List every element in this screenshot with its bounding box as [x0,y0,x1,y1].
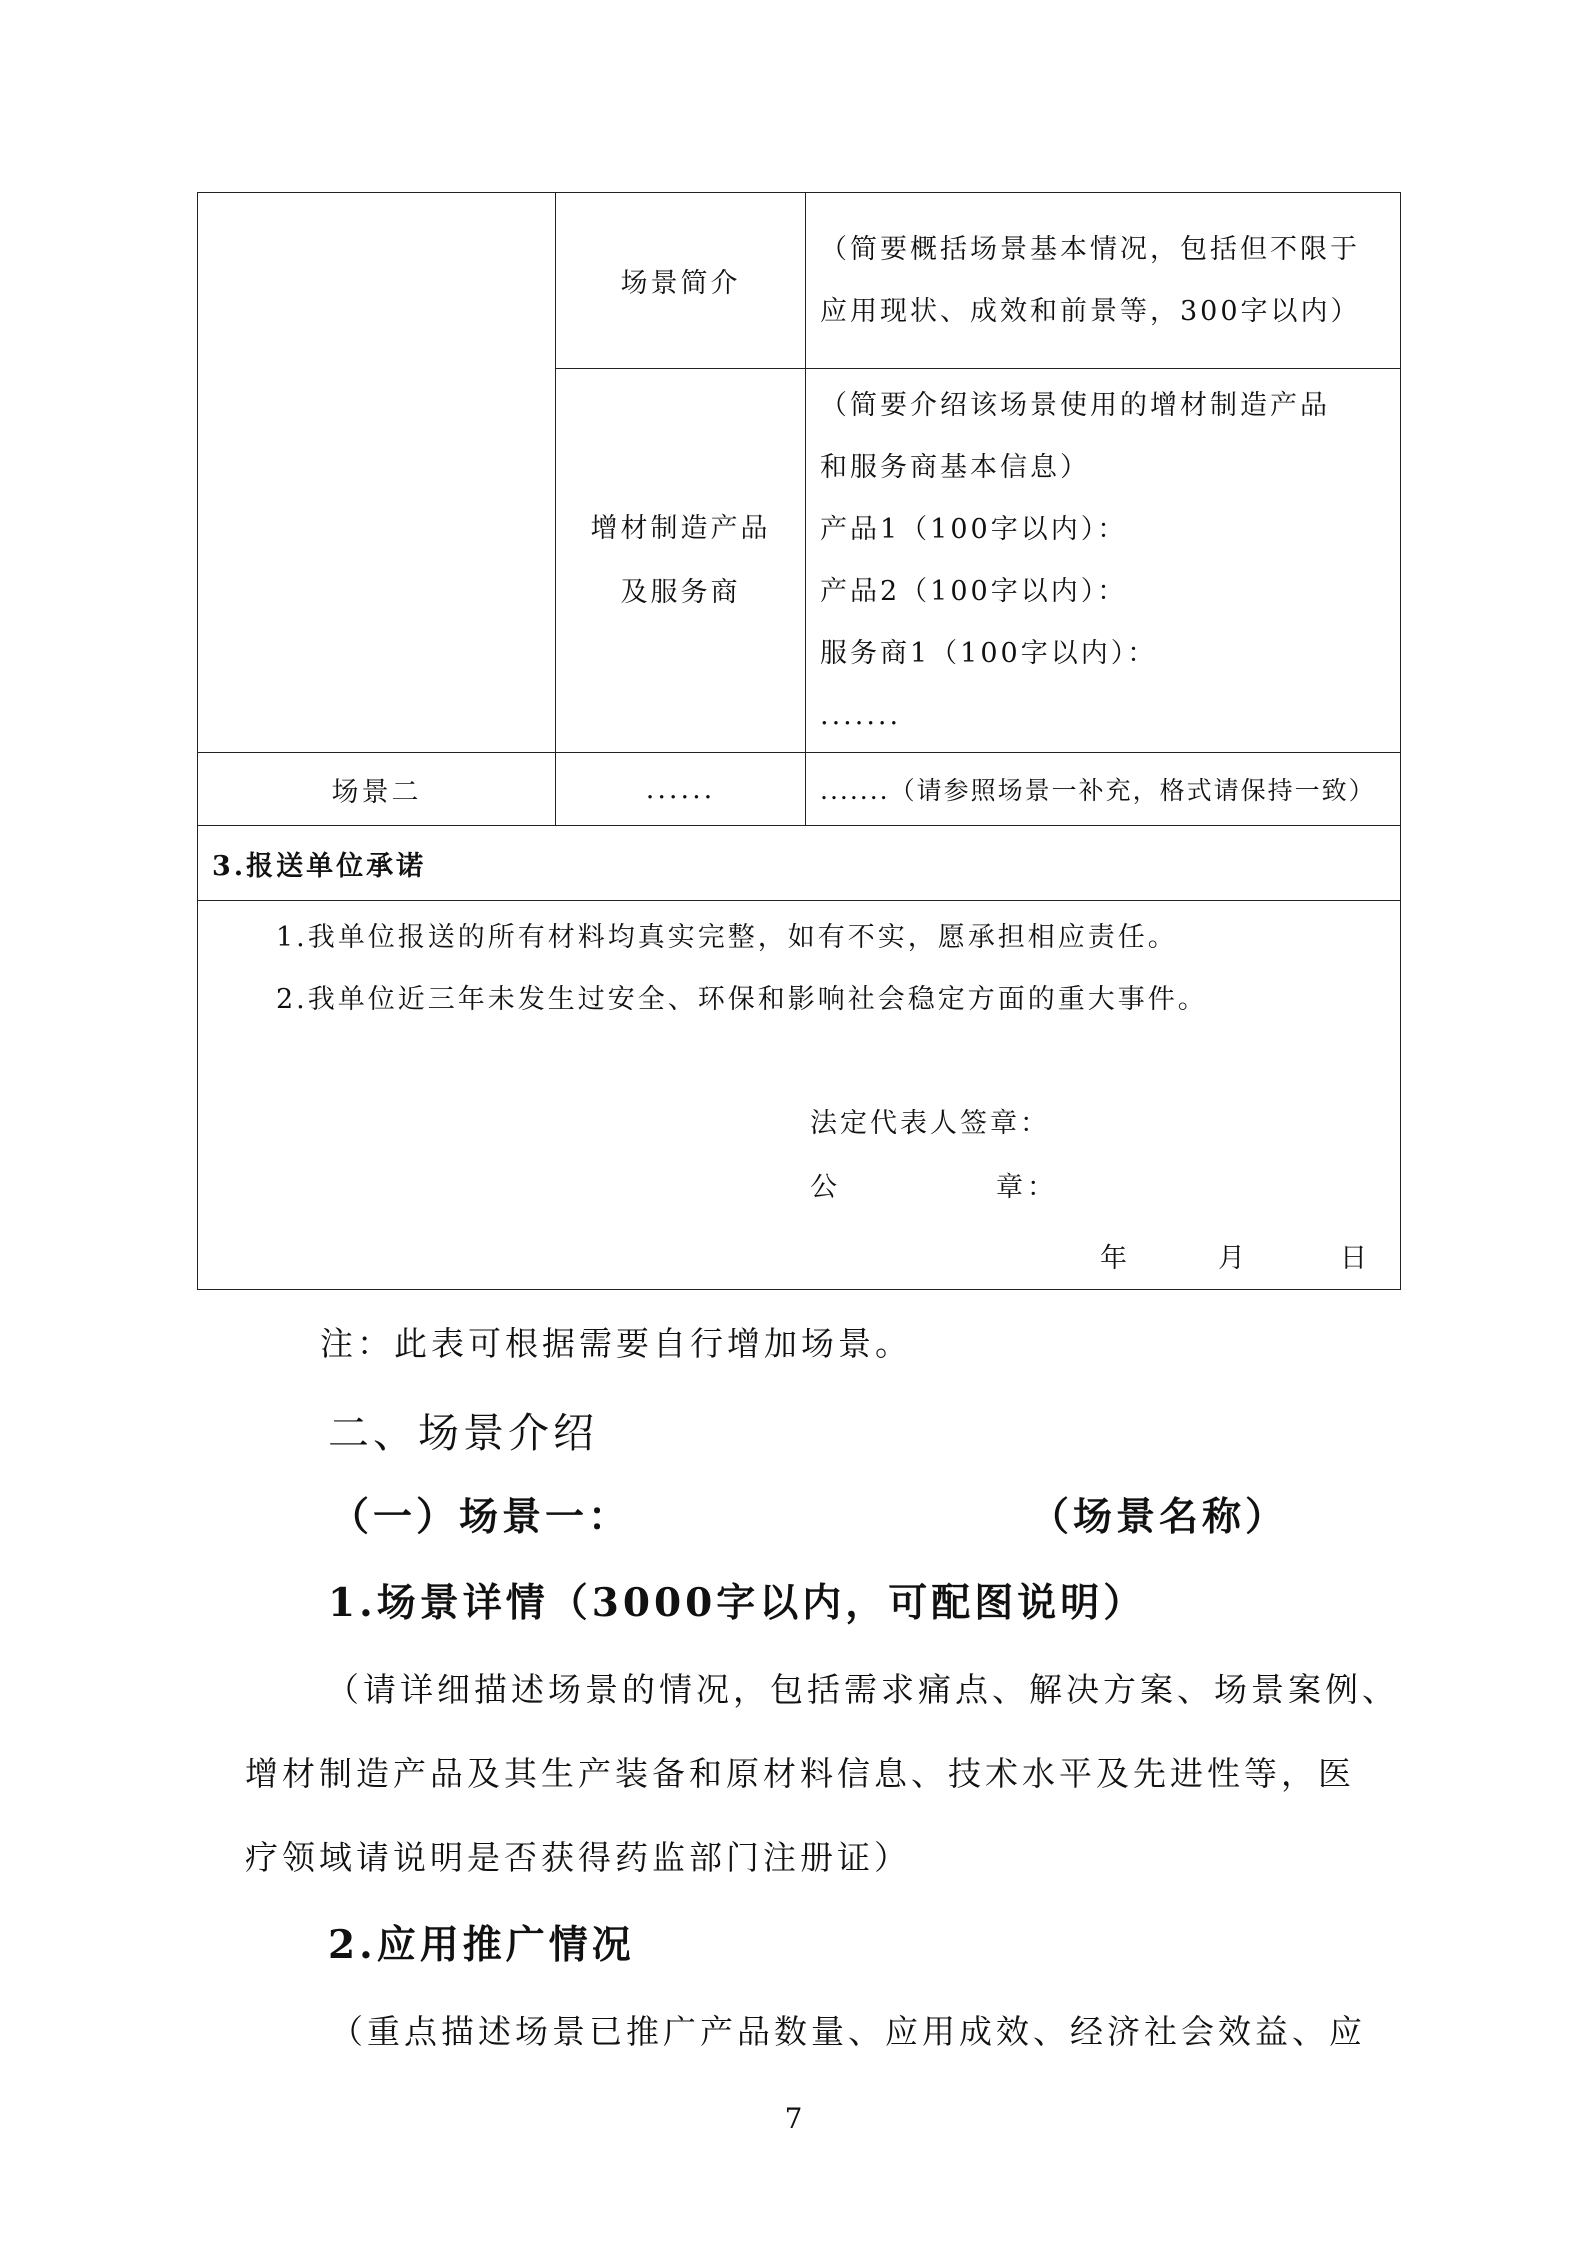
table-note: 注：此表可根据需要自行增加场景。 [320,1324,912,1363]
scene-intro-label [556,193,806,369]
scene2-col3 [806,753,1401,826]
text-line: 应用现状、成效和前景等，300字以内） [820,295,1361,327]
products-content [806,369,1401,753]
detail-line-2: 增材制造产品及其生产装备和原材料信息、技术水平及先进性等，医 [245,1754,1355,1793]
table-row-pledge-heading [198,826,1401,901]
scene-intro-content [806,193,1401,369]
detail-heading: 1.场景详情（3000字以内，可配图说明） [328,1580,1147,1626]
promo-heading: 2.应用推广情况 [328,1922,635,1968]
scene2-col3-text: .......（请参照场景一补充，格式请保持一致） [820,776,1376,805]
scene2-label [198,753,556,826]
pledge-line-2: 2.我单位近三年未发生过安全、环保和影响社会稳定方面的重大事件。 [276,984,1208,1015]
date-day: 日 [1340,1243,1370,1274]
detail-line-1: （请详细描述场景的情况，包括需求痛点、解决方案、场景案例、 [326,1670,1399,1709]
pledge-content [198,901,1401,1290]
pledge-heading-text: 3.报送单位承诺 [212,850,427,882]
legal-rep-signature-label: 法定代表人签章： [810,1108,1050,1139]
text-line: ....... [820,699,902,731]
application-form-table [197,192,1401,1290]
scene1-merged-cell [198,193,556,753]
text-line: 产品2（100字以内）： [820,575,1128,607]
page-number: 7 [784,2102,803,2135]
table-row-scene2 [198,753,1401,826]
scene2-col2 [556,753,806,826]
scene2-label-text: 场景二 [331,776,422,808]
pledge-heading [198,826,1401,901]
scene1-title: （一）场景一： [330,1495,632,1540]
scene1-name-placeholder: （场景名称） [1030,1495,1289,1540]
text-line: （简要概括场景基本情况，包括但不限于 [820,233,1360,265]
promo-line-1: （重点描述场景已推广产品数量、应用成效、经济社会效益、应 [330,2012,1366,2051]
products-label [556,369,806,753]
text-line: 服务商1（100字以内）： [820,637,1158,669]
date-month: 月 [1218,1243,1248,1274]
text-line: 增材制造产品 [590,512,771,544]
table-row-pledge [198,901,1401,1290]
text-line: 及服务商 [620,576,741,608]
text-line: （简要介绍该场景使用的增材制造产品 [820,389,1330,421]
scene-intro-label-text: 场景简介 [620,268,741,299]
section-title: 二、场景介绍 [328,1409,598,1457]
text-line: 和服务商基本信息） [820,451,1090,483]
official-seal-label: 公 章： [810,1172,1058,1203]
detail-line-3: 疗领域请说明是否获得药监部门注册证） [245,1838,911,1877]
date-year: 年 [1100,1243,1130,1274]
pledge-line-1: 1.我单位报送的所有材料均真实完整，如有不实，愿承担相应责任。 [276,922,1178,953]
text-line: 产品1（100字以内）： [820,513,1128,545]
table-row-scene-intro [198,193,1401,369]
scene2-col2-text: ...... [645,773,716,805]
date-line [1100,1236,1370,1275]
